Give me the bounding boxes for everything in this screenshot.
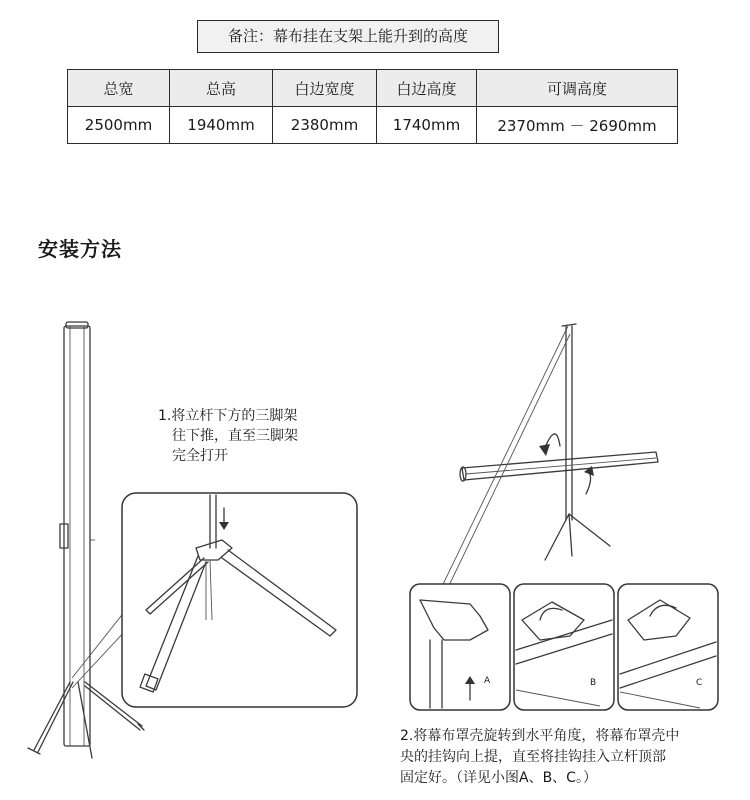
label-c: C	[696, 678, 703, 688]
header-adjustable-height: 可调高度	[477, 70, 678, 107]
header-total-width: 总宽	[68, 70, 170, 107]
detail-frame-a	[410, 584, 510, 710]
step-2-line-2: 央的挂钩向上提，直至将挂钩挂入立杆顶部	[400, 749, 666, 765]
value-white-border-height: 1740mm	[377, 107, 477, 144]
step-1-line-2: 往下推，直至三脚架	[172, 428, 298, 444]
detail-frame-b	[514, 584, 614, 710]
header-white-border-width: 白边宽度	[273, 70, 377, 107]
label-b: B	[590, 678, 597, 688]
note-box: 备注：幕布挂在支架上能升到的高度	[197, 20, 499, 53]
label-a: A	[484, 676, 491, 686]
header-total-height: 总高	[170, 70, 273, 107]
value-adjustable-height: 2370mm － 2690mm	[477, 107, 678, 144]
step-2-line-1: 2.将幕布罩壳旋转到水平角度，将幕布罩壳中	[400, 728, 680, 744]
value-total-width: 2500mm	[68, 107, 170, 144]
step-2-line-3: 固定好。（详见小图A、B、C。）	[400, 770, 597, 786]
value-white-border-width: 2380mm	[273, 107, 377, 144]
section-title: 安装方法	[38, 237, 122, 261]
detail-frame-c	[618, 584, 718, 710]
step-1-line-1: 1.将立杆下方的三脚架	[158, 408, 298, 424]
tripod-detail-box	[122, 493, 357, 707]
step-2-text	[400, 726, 679, 789]
step-1-line-3: 完全打开	[172, 448, 228, 464]
value-total-height: 1940mm	[170, 107, 273, 144]
header-white-border-height: 白边高度	[377, 70, 477, 107]
step-1-text	[158, 406, 298, 466]
